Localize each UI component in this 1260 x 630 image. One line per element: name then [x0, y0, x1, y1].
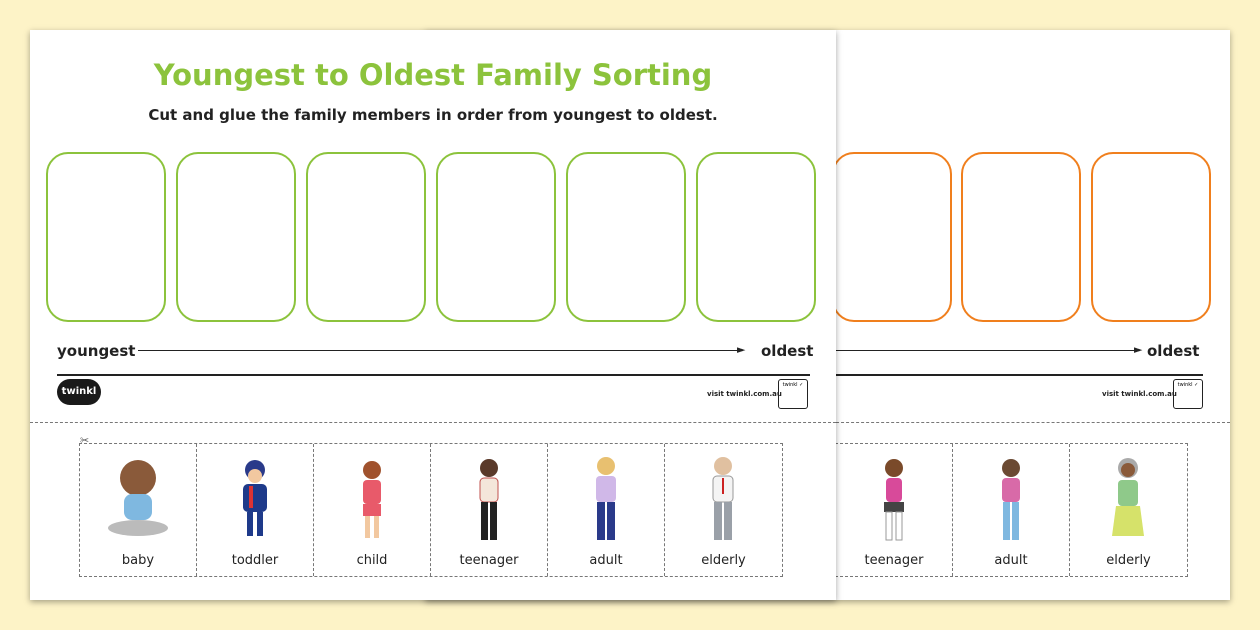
- arrow-line: [138, 350, 738, 351]
- card-label: toddler: [231, 553, 279, 568]
- answer-box: [961, 152, 1081, 322]
- visit-text: visit twinkl.com.au: [707, 390, 782, 398]
- answer-box: [566, 152, 686, 322]
- adult-figure-icon: [548, 452, 665, 548]
- card-elderly[interactable]: [665, 444, 782, 576]
- worksheet-title: Youngest to Oldest Family Sorting: [153, 58, 713, 92]
- twinkl-logo: twinkl: [57, 379, 101, 405]
- answer-box: [436, 152, 556, 322]
- scissors-icon: ✂: [80, 434, 90, 447]
- elderly-figure-icon: [665, 452, 782, 548]
- elderly-figure-icon: [1070, 452, 1187, 548]
- axis-label-oldest: oldest: [1147, 342, 1200, 360]
- quality-badge-icon: twinkl ✓: [778, 379, 808, 409]
- axis-label-youngest: youngest: [57, 342, 136, 360]
- arrow-head-icon: ►: [737, 343, 746, 356]
- answer-box: [46, 152, 166, 322]
- quality-badge-icon: twinkl ✓: [1173, 379, 1203, 409]
- answer-box: [306, 152, 426, 322]
- axis-label-oldest: oldest: [761, 342, 814, 360]
- card-label: elderly: [701, 553, 746, 568]
- cut-out-cards: [835, 443, 1188, 577]
- card-teenager[interactable]: [431, 444, 548, 576]
- card-elderly[interactable]: [1070, 444, 1187, 576]
- worksheet-subtitle: Cut and glue the family members in order from youngest to oldest.: [148, 106, 718, 124]
- card-toddler[interactable]: [197, 444, 314, 576]
- answer-box: [832, 152, 952, 322]
- teenager-figure-icon: [431, 452, 548, 548]
- answer-box: [696, 152, 816, 322]
- card-baby[interactable]: [80, 444, 197, 576]
- answer-box: [176, 152, 296, 322]
- baby-figure-icon: [80, 452, 197, 548]
- cut-line: [30, 422, 836, 423]
- cut-out-cards: [79, 443, 783, 577]
- worksheet-front: [30, 30, 836, 600]
- card-teenager[interactable]: [836, 444, 953, 576]
- card-label: teenager: [864, 553, 924, 568]
- child-figure-icon: [314, 452, 431, 548]
- card-adult[interactable]: [548, 444, 665, 576]
- adult-figure-icon: [953, 452, 1070, 548]
- card-label: child: [356, 553, 388, 568]
- divider: [57, 374, 810, 376]
- card-label: teenager: [459, 553, 519, 568]
- card-child[interactable]: [314, 444, 431, 576]
- card-label: baby: [121, 553, 155, 568]
- visit-text: visit twinkl.com.au: [1102, 390, 1177, 398]
- card-label: elderly: [1106, 553, 1151, 568]
- answer-box: [1091, 152, 1211, 322]
- teenager-figure-icon: [836, 452, 953, 548]
- card-label: adult: [589, 553, 623, 568]
- arrow-head-icon: ►: [1134, 343, 1143, 356]
- arrow-line: [830, 350, 1135, 351]
- toddler-figure-icon: [197, 452, 314, 548]
- card-adult[interactable]: [953, 444, 1070, 576]
- card-label: adult: [994, 553, 1028, 568]
